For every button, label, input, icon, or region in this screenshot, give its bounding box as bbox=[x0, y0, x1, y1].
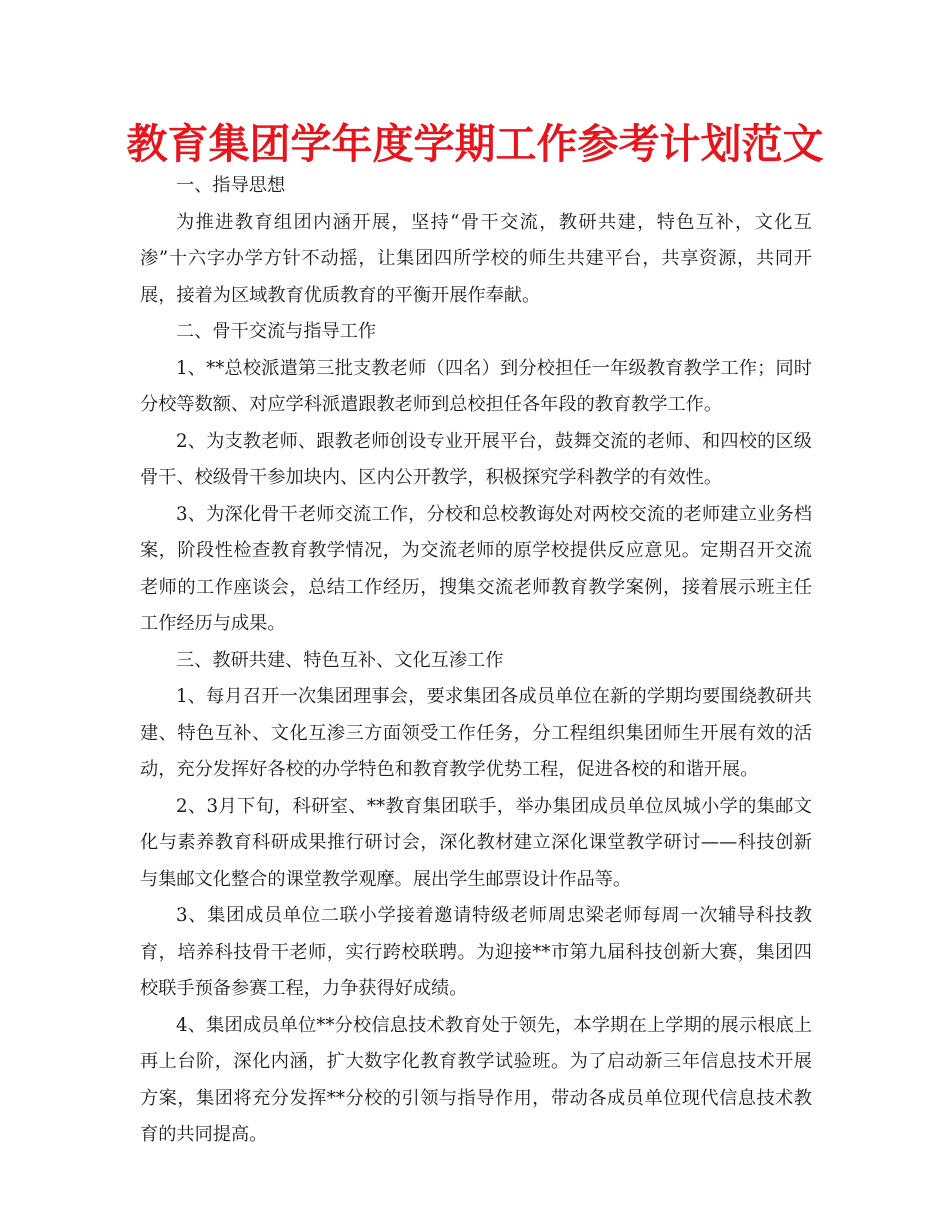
paragraph: 为推进教育组团内涵开展，坚持“骨干交流，教研共建，特色互补，文化互渗”十六字办学方针不动摇，让集团四所学校的师生共建平台，共享资源，共同开展，接着为区域教育优质教育的平衡开展作奉献。 bbox=[140, 211, 812, 306]
paragraph: 2、为支教老师、跟教老师创设专业开展平台，鼓舞交流的老师、和四校的区级骨干、校级骨干参加块内、区内公开教学，积极探究学科教学的有效性。 bbox=[140, 430, 812, 488]
paragraph: 3、为深化骨干老师交流工作，分校和总校教诲处对两校交流的老师建立业务档案，阶段性检查教育教学情况，为交流老师的原学校提供反应意见。定期召开交流老师的工作座谈会，总结工作经历，搜集交流老师教育教学案例，接着展示班主任工作经历与成果。 bbox=[140, 503, 812, 634]
paragraph: 3、集团成员单位二联小学接着邀请特级老师周忠梁老师每周一次辅导科技教育，培养科技骨干老师，实行跨校联聘。为迎接**市第九届科技创新大赛，集团四校联手预备参赛工程，力争获得好成绩。 bbox=[140, 905, 812, 999]
paragraph: 1、每月召开一次集团理事会，要求集团各成员单位在新的学期均要围绕教研共建、特色互补、文化互渗三方面领受工作任务，分工程组织集团师生开展有效的活动，充分发挥好各校的办学特色和教育教学优势工程，促进各校的和谐开展。 bbox=[140, 686, 812, 780]
paragraph: 1、**总校派遣第三批支教老师（四名）到分校担任一年级教育教学工作；同时分校等数额、对应学科派遣跟教老师到总校担任各年段的教育教学工作。 bbox=[140, 357, 812, 415]
paragraph: 2、3月下旬，科研室、**教育集团联手，举办集团成员单位凤城小学的集邮文化与素养教育科研成果推行研讨会，深化教材建立深化课堂教学研讨——科技创新与集邮文化整合的课堂教学观摩。展出学生邮票设计作品等。 bbox=[140, 795, 812, 890]
document-title: 教育集团学年度学期工作参考计划范文 bbox=[126, 120, 824, 168]
section-heading: 一、指导思想 bbox=[176, 175, 286, 196]
document-body bbox=[140, 168, 812, 1154]
section-heading: 二、骨干交流与指导工作 bbox=[176, 321, 377, 342]
section-heading: 三、教研共建、特色互补、文化互渗工作 bbox=[176, 649, 504, 671]
paragraph: 4、集团成员单位**分校信息技术教育处于领先，本学期在上学期的展示根底上再上台阶，深化内涵，扩大数字化教育教学试验班。为了启动新三年信息技术开展方案，集团将充分发挥**分校的引领与指导作用，带动各成员单位现代信息技术教育的共同提高。 bbox=[140, 1014, 812, 1145]
